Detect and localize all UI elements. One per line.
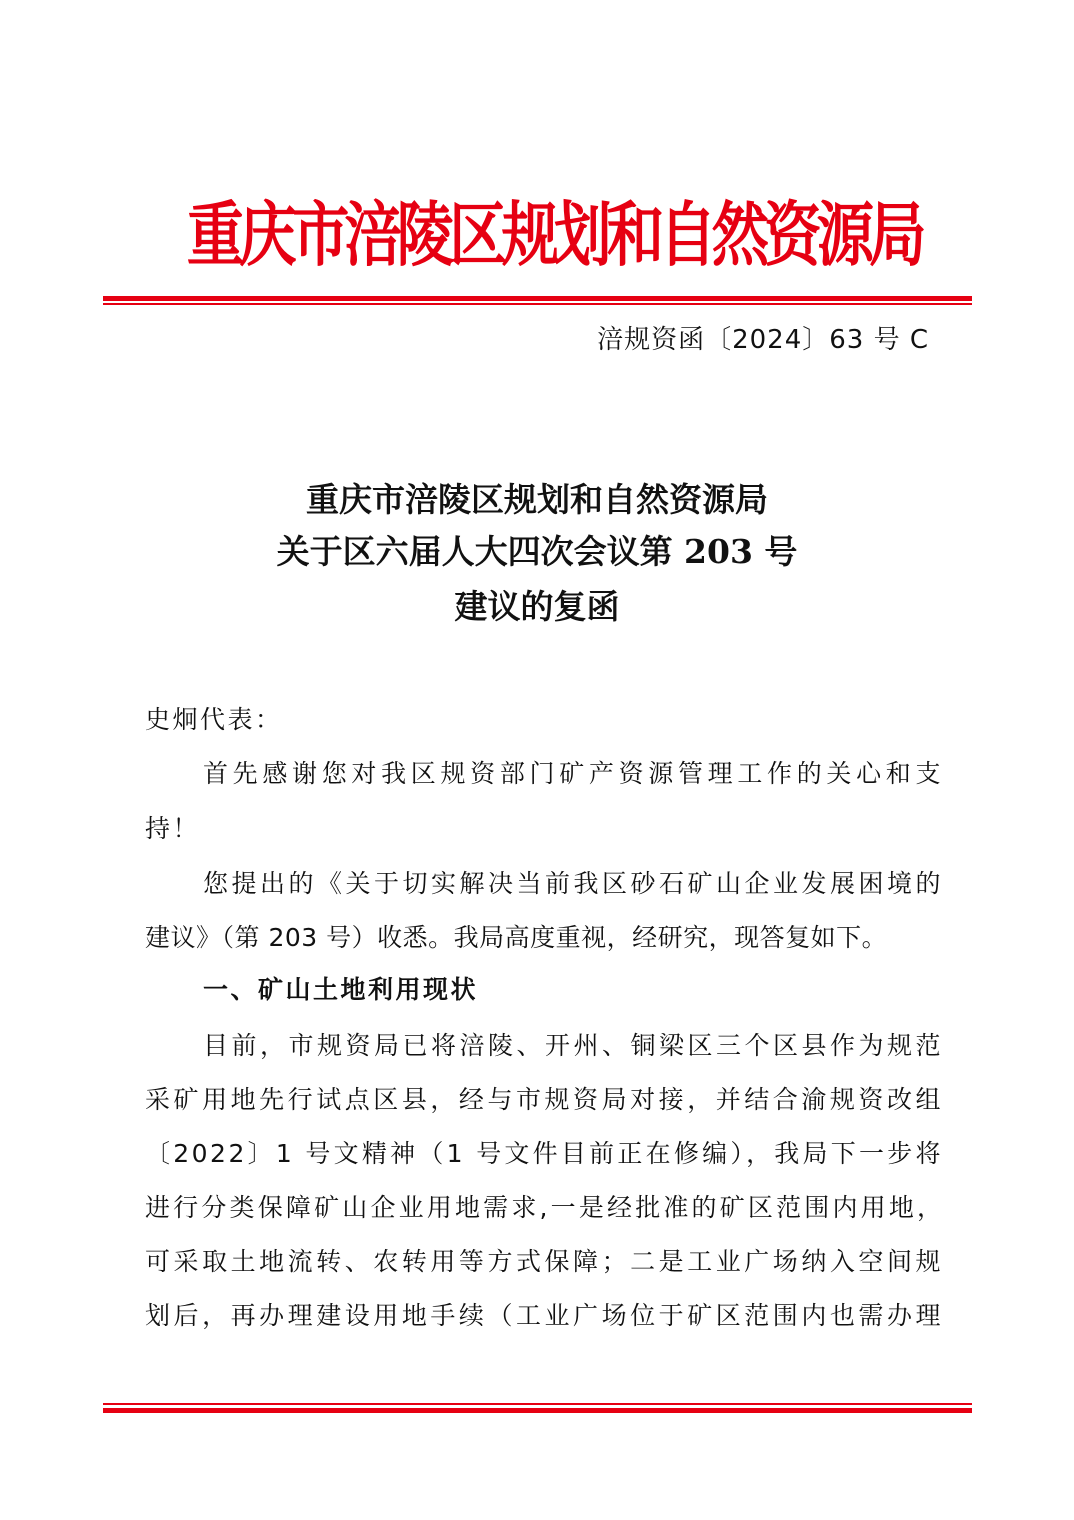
document-title-line-2: 关于区六届人大四次会议第 203 号: [276, 532, 798, 571]
paragraph-1-line-2: 持！: [145, 814, 201, 843]
paragraph-2-line-2: 建议》（第 203 号）收悉。我局高度重视，经研究，现答复如下。: [145, 923, 888, 952]
red-divider-bottom-thin: [103, 1403, 972, 1405]
paragraph-1-line-1: 首先感谢您对我区规资部门矿产资源管理工作的关心和支: [203, 759, 943, 788]
document-title-line-3: 建议的复函: [454, 587, 620, 626]
red-divider-top-thin: [103, 303, 972, 305]
section-1-heading: 一、矿山土地利用现状: [203, 975, 479, 1004]
red-divider-top-thick: [103, 296, 972, 301]
paragraph-3-line-4: 进行分类保障矿山企业用地需求,一是经批准的矿区范围内用地，: [145, 1193, 943, 1222]
paragraph-3-line-6: 划后，再办理建设用地手续（工业广场位于矿区范围内也需办理: [145, 1301, 943, 1330]
paragraph-3-line-1: 目前，市规资局已将涪陵、开州、铜梁区三个区县作为规范: [203, 1031, 943, 1060]
paragraph-3-line-5: 可采取土地流转、农转用等方式保障；二是工业广场纳入空间规: [145, 1247, 943, 1276]
paragraph-2-line-1: 您提出的《关于切实解决当前我区砂石矿山企业发展困境的: [203, 869, 943, 898]
agency-masthead: 重庆市涪陵区规划和自然资源局: [186, 194, 922, 276]
paragraph-3-line-3: 〔2022〕1 号文精神（1 号文件目前正在修编），我局下一步将: [145, 1139, 943, 1168]
paragraph-3-line-2: 采矿用地先行试点区县，经与市规资局对接，并结合渝规资改组: [145, 1085, 943, 1114]
salutation: 史炯代表：: [145, 705, 283, 734]
document-number: 涪规资函〔2024〕63 号 C: [597, 325, 929, 355]
red-divider-bottom-thick: [103, 1408, 972, 1413]
document-title-line-1: 重庆市涪陵区规划和自然资源局: [306, 480, 768, 519]
